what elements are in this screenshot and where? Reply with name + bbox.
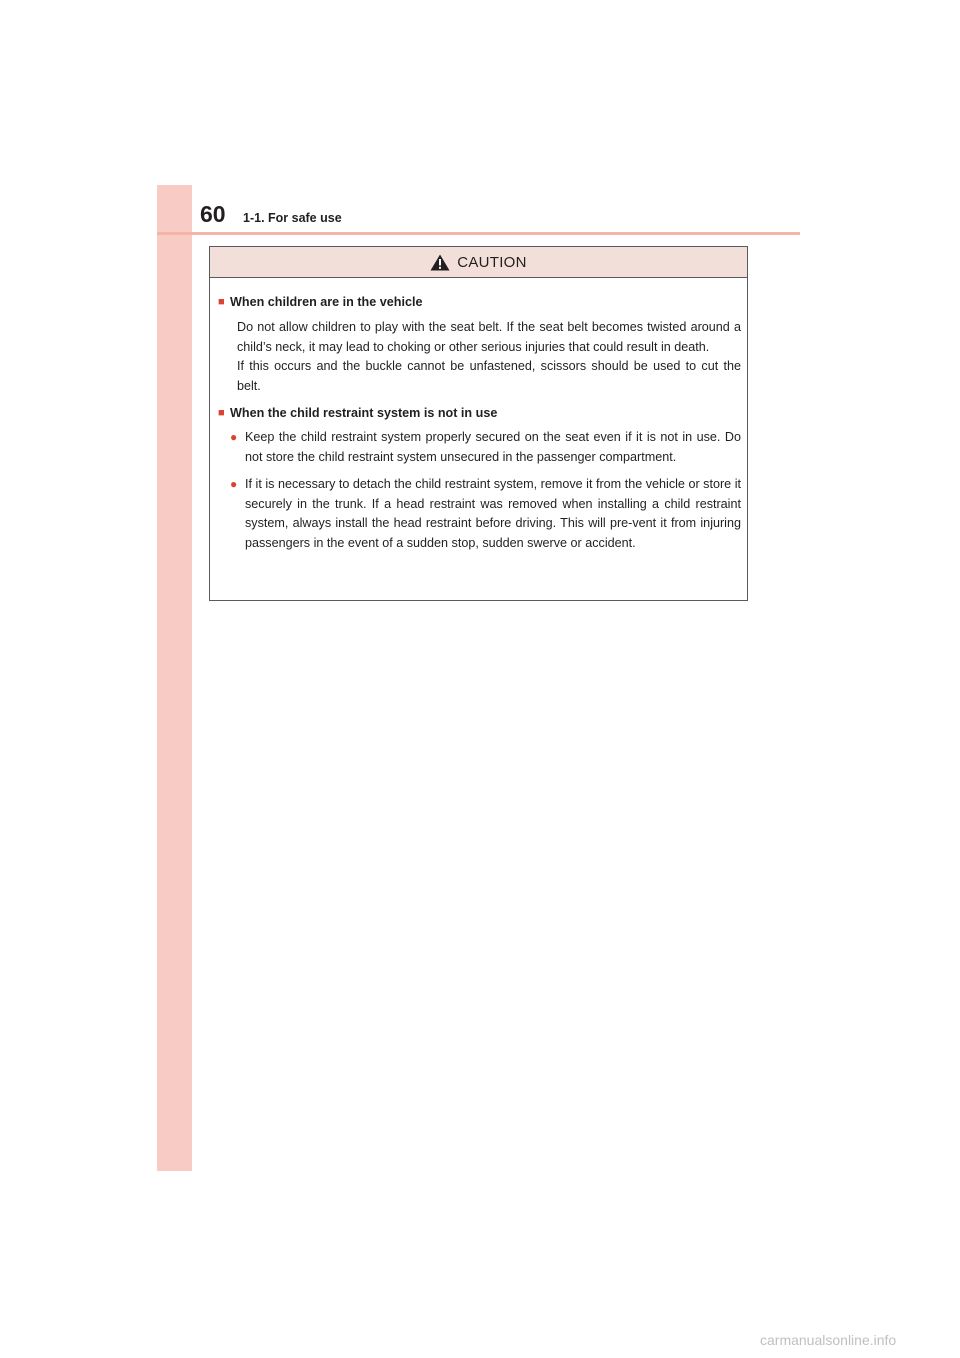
- warning-triangle-icon: [430, 254, 450, 271]
- bullet-item: [230, 475, 741, 553]
- caution-paragraph: [237, 318, 741, 396]
- topic-heading: [218, 405, 741, 422]
- caution-body: [210, 278, 747, 553]
- topic-heading-text: When children are in the vehicle: [230, 295, 423, 309]
- caution-paragraph-text: If this occurs and the buckle cannot be unfastened, scissors should be used to cut the belt.: [237, 359, 741, 393]
- header-rule: [157, 232, 800, 235]
- svg-text:carmanualsonline.info: carmanualsonline.info: [760, 1332, 897, 1348]
- page-number: 60: [200, 201, 226, 227]
- circle-bullet-icon: ●: [230, 430, 238, 444]
- circle-bullet-icon: ●: [230, 477, 238, 491]
- side-tab-band: [157, 185, 192, 1171]
- bullet-item: [230, 428, 741, 467]
- topic-heading: [218, 294, 741, 311]
- caution-box: [209, 246, 748, 601]
- bullet-text: If it is necessary to detach the child restraint system, remove it from the vehicle or store it securely in the trunk. If a head restraint was removed when installing a child restraint system, always install the head restraint before driving. This will pre-vent it from injuring passengers in the event of a sudden stop, sudden swerve or accident.: [245, 477, 741, 550]
- caution-title: CAUTION: [457, 253, 527, 271]
- topic-heading-text: When the child restraint system is not in use: [230, 406, 498, 420]
- square-bullet-icon: ■: [218, 407, 225, 419]
- square-bullet-icon: ■: [218, 296, 225, 308]
- section-title: 1-1. For safe use: [243, 211, 342, 225]
- bullet-text: Keep the child restraint system properly secured on the seat even if it is not in use. Do not store the child restraint system unsecured in the passenger compartment.: [245, 430, 741, 464]
- caution-header: [210, 247, 747, 278]
- caution-paragraph-text: Do not allow children to play with the seat belt. If the seat belt becomes twisted around a child’s neck, it may lead to choking or other serious injuries that could result in death.: [237, 320, 741, 354]
- watermark-logo: [760, 1331, 950, 1349]
